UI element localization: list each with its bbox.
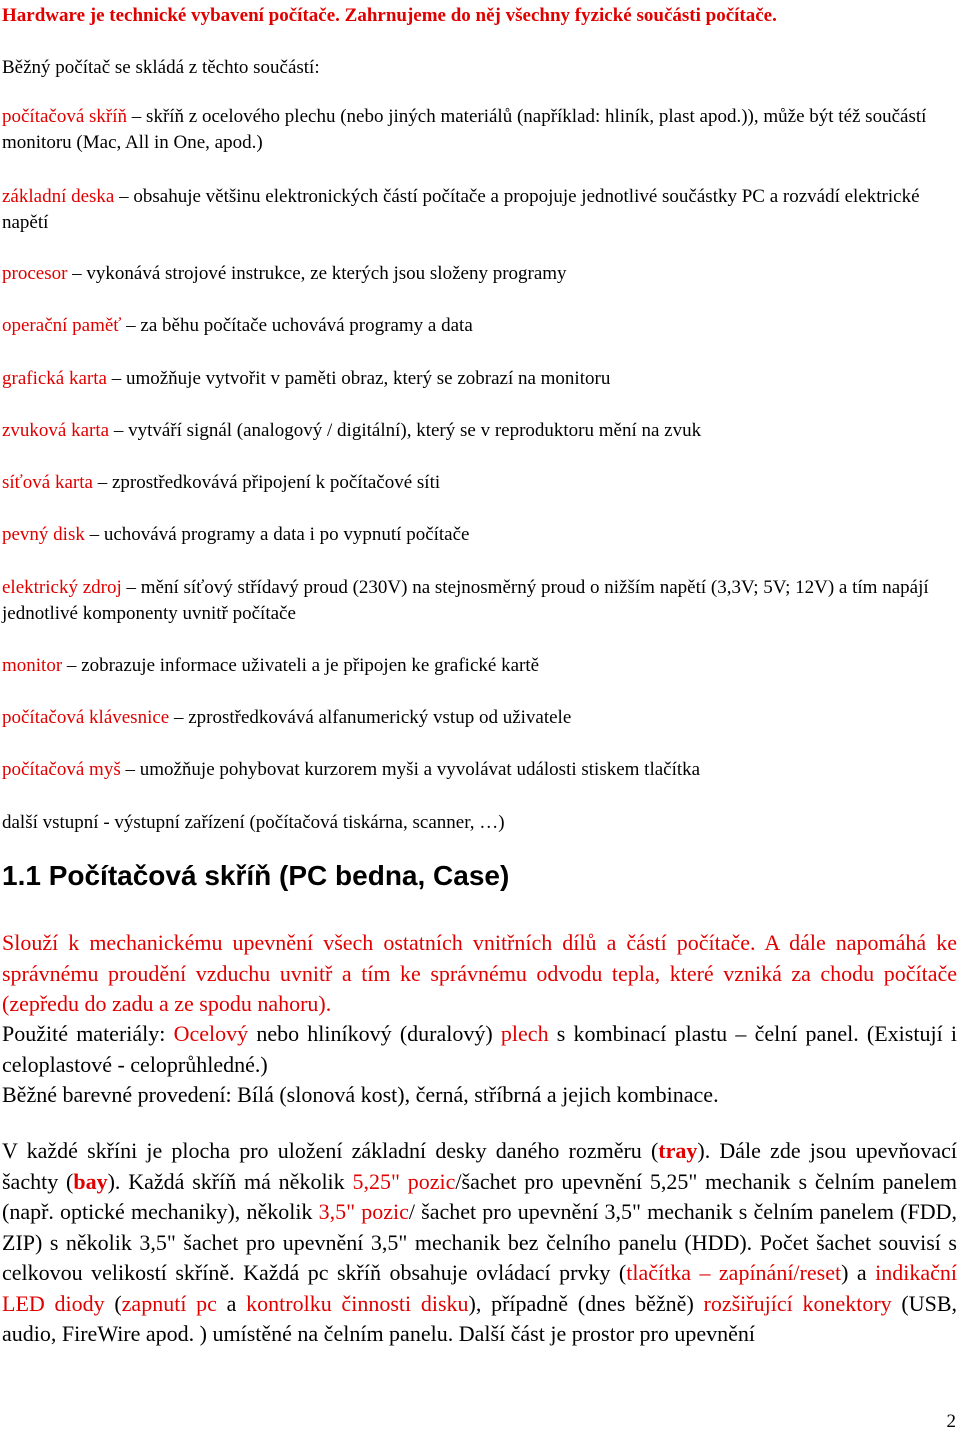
term-525-positions: 5,25" pozic — [352, 1168, 456, 1194]
term: základní deska — [2, 186, 115, 207]
material-steel: Ocelový — [173, 1021, 249, 1046]
materials-text: nebo hliníkový (duralový) — [248, 1021, 501, 1046]
list-item-other-devices: další vstupní - výstupní zařízení (počítačová tiskárna, scanner, …) — [2, 812, 505, 833]
description: uchovává programy a data i po vypnutí počítače — [103, 524, 470, 545]
term: grafická karta — [2, 368, 107, 389]
text-run: ), případně (dnes běžně) — [468, 1290, 704, 1316]
term-connectors: rozšiřující konektory — [703, 1290, 892, 1316]
list-item-mouse: počítačová myš – umožňuje pohybovat kurzorem myši a vyvolávat události stiskem tlačítka — [2, 759, 701, 780]
page-number: 2 — [946, 1411, 956, 1432]
description: mění síťový střídavý proud (230V) na stejnosměrný proud o nižším napětí (3,3V; 5V; 12V) a tím napájí jednotlivé komponenty uvnitř počítače — [2, 577, 929, 624]
description: za běhu počítače uchovává programy a data — [140, 315, 473, 336]
term: počítačová skříň — [2, 106, 128, 127]
text-run: ). Každá skříň má několik — [107, 1168, 353, 1194]
text-run: V každé skříni je plocha pro uložení základní desky daného rozměru ( — [2, 1138, 659, 1163]
list-item-cpu: procesor – vykonává strojové instrukce, ze kterých jsou složeny programy — [2, 263, 567, 284]
term: monitor — [2, 655, 63, 676]
term-tray: tray — [658, 1138, 698, 1163]
term: procesor — [2, 263, 68, 284]
intro-title: Hardware je technické vybavení počítače. Zahrnujeme do něj všechny fyzické součásti počítače. — [2, 5, 777, 26]
term: operační paměť — [2, 315, 122, 336]
materials-label: Použité materiály: — [2, 1021, 174, 1046]
description: vytváří signál (analogový / digitální), který se v reproduktoru mění na zvuk — [128, 420, 702, 441]
list-item-ram: operační paměť – za běhu počítače uchovává programy a data — [2, 315, 473, 336]
description: vykonává strojové instrukce, ze kterých jsou složeny programy — [86, 263, 567, 284]
description: zobrazuje informace uživateli a je připojen ke grafické kartě — [81, 655, 540, 676]
term-35-positions: 3,5" pozic — [318, 1199, 409, 1224]
list-item-hdd: pevný disk – uchovává programy a data i po vypnutí počítače — [2, 524, 470, 545]
description: obsahuje většinu elektronických částí počítače a propojuje jednotlivé součástky PC a rozvádí elektrické napětí — [2, 186, 920, 233]
description: umožňuje vytvořit v paměti obraz, který se zobrazí na monitoru — [125, 368, 611, 389]
list-item-case: počítačová skříň – skříň z ocelového plechu (nebo jiných materiálů (například: hliník, plast apod.)), může být též součástí monitoru (Mac, All in One, apod.) — [2, 106, 927, 153]
text-run: /šachet pro upevnění 5,25" mechanik s čelním panelem (např. optické mechaniky), několik — [2, 1168, 958, 1224]
term-power: zapnutí pc — [121, 1290, 217, 1316]
text-run: ( — [104, 1290, 122, 1316]
term-buttons: tlačítka – zapínání/reset — [626, 1260, 842, 1285]
text-run: ) a — [841, 1260, 876, 1285]
list-item-nic: síťová karta – zprostředkovává připojení k počítačové síti — [2, 472, 441, 493]
term: pevný disk — [2, 524, 85, 545]
intro-lead: Běžný počítač se skládá z těchto součástí: — [2, 57, 320, 78]
term-led: indikační LED diody — [2, 1260, 957, 1316]
list-item-soundcard: zvuková karta – vytváří signál (analogový / digitální), který se v reproduktoru mění na zvuk — [2, 420, 702, 441]
list-item-monitor: monitor – zobrazuje informace uživateli a je připojen ke grafické kartě — [2, 655, 540, 676]
paragraph-purpose: Slouží k mechanickému upevnění všech ostatních vnitřních dílů a částí počítače. A dále napomáhá ke správnému proudění vzduchu uvnitř a tím ke správnému odvodu tepla, které vzniká za chodu počítače (zepředu do zadu a ze spodu nahoru). — [2, 930, 957, 1016]
paragraph-materials — [2, 1019, 957, 1080]
text-run: (USB, audio, FireWire apod. ) umístěné na čelním panelu. Další část je prostor pro upevnění — [2, 1290, 958, 1346]
term-bay: bay — [73, 1168, 108, 1194]
list-item-keyboard: počítačová klávesnice – zprostředkovává alfanumerický vstup od uživatele — [2, 707, 572, 728]
term: síťová karta — [2, 472, 93, 493]
material-sheet: plech — [500, 1021, 549, 1046]
term: počítačová klávesnice — [2, 707, 170, 728]
term-disk-indicator: kontrolku činnosti disku — [246, 1290, 469, 1316]
description: zprostředkovává alfanumerický vstup od uživatele — [188, 707, 572, 728]
term: elektrický zdroj — [2, 577, 122, 598]
paragraph-colors: Běžné barevné provedení: Bílá (slonová kost), černá, stříbrná a jejich kombinace. — [2, 1082, 719, 1107]
description: zprostředkovává připojení k počítačové síti — [111, 472, 441, 493]
materials-text-end: s kombinací plastu – čelní panel. (Existují i celoplastové - celoprůhledné.) — [2, 1021, 958, 1077]
text-run: / šachet pro upevnění 3,5" mechanik s čelním panelem (FDD, ZIP) s několik 3,5" šachet pro upevnění 3,5" mechanik bez čelního panelu (HDD). Počet šachet souvisí s celkovou velikostí skříně. Každá pc skříň obsahuje ovládací prvky ( — [2, 1199, 958, 1285]
section-heading: 1.1 Počítačová skříň (PC bedna, Case) — [2, 860, 510, 891]
paragraph-bays — [2, 1136, 957, 1350]
term: zvuková karta — [2, 420, 110, 441]
list-item-gpu: grafická karta – umožňuje vytvořit v paměti obraz, který se zobrazí na monitoru — [2, 368, 611, 389]
text-run: ). Dále zde jsou upevňovací šachty ( — [2, 1138, 957, 1194]
list-item-psu: elektrický zdroj – mění síťový střídavý proud (230V) na stejnosměrný proud o nižším napětí (3,3V; 5V; 12V) a tím napájí jednotlivé komponenty uvnitř počítače — [2, 577, 929, 624]
term: počítačová myš — [2, 759, 121, 780]
description: skříň z ocelového plechu (nebo jiných materiálů (například: hliník, plast apod.)), může být též součástí monitoru (Mac, All in One, apod.) — [2, 106, 927, 153]
list-item-motherboard: základní deska – obsahuje většinu elektronických částí počítače a propojuje jednotlivé součástky PC a rozvádí elektrické napětí — [2, 186, 920, 233]
text-run: a — [216, 1290, 247, 1316]
description: umožňuje pohybovat kurzorem myši a vyvolávat události stiskem tlačítka — [139, 759, 701, 780]
